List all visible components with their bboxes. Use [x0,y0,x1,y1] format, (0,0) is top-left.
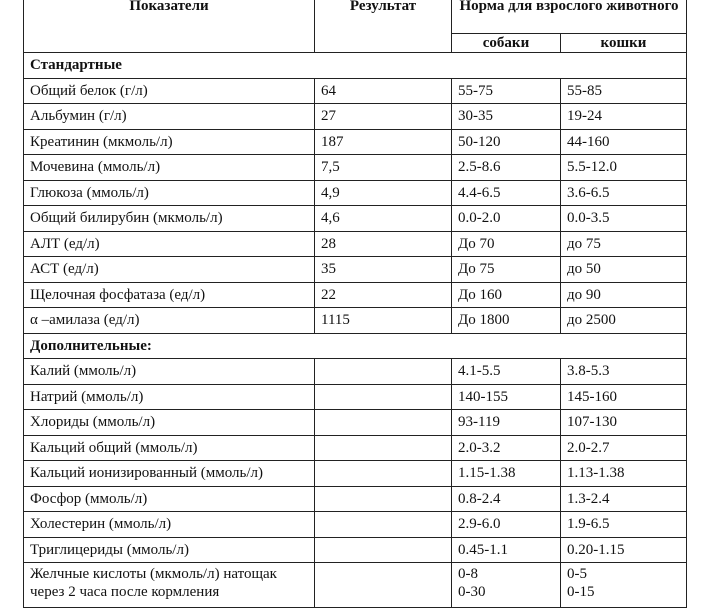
cats-norm: 3.8-5.3 [561,359,687,385]
table-row [24,257,687,283]
indicator-name: Калий (ммоль/л) [24,359,315,385]
section-header [24,333,687,359]
cats-norm: 2.0-2.7 [561,435,687,461]
cats-norm: 3.6-6.5 [561,180,687,206]
cats-fasting: 0-5 [567,566,587,582]
dogs-norm: 140-155 [452,384,561,410]
indicator-name: Кальций ионизированный (ммоль/л) [24,461,315,487]
dogs-norm: До 1800 [452,308,561,334]
indicator-name: Хлориды (ммоль/л) [24,410,315,436]
result-cell [315,486,452,512]
indicator-name: Холестерин (ммоль/л) [24,512,315,538]
table-row [24,104,687,130]
indicator-name: Общий билирубин (мкмоль/л) [24,206,315,232]
cats-norm: до 90 [561,282,687,308]
cats-norm: 0.20-1.15 [561,537,687,563]
table-row [24,78,687,104]
cats-norm: 0.0-3.5 [561,206,687,232]
cats-postmeal: 0-15 [567,584,595,600]
result-cell [315,359,452,385]
cats-norm: до 50 [561,257,687,283]
result-cell: 64 [315,78,452,104]
dogs-norm: 50-120 [452,129,561,155]
dogs-norm: 2.9-6.0 [452,512,561,538]
dogs-norm: 55-75 [452,78,561,104]
table-row [24,206,687,232]
indicator-name: Натрий (ммоль/л) [24,384,315,410]
indicator-name [24,563,315,608]
cats-norm: 1.13-1.38 [561,461,687,487]
dogs-norm: 0.0-2.0 [452,206,561,232]
bile-fasting-label: Желчные кислоты (мкмоль/л) натощак [30,566,277,582]
result-cell: 27 [315,104,452,130]
dogs-fasting: 0-8 [458,566,478,582]
table-row [24,155,687,181]
result-cell: 22 [315,282,452,308]
table-row [24,512,687,538]
indicator-name: Общий белок (г/л) [24,78,315,104]
dogs-norm: 0.45-1.1 [452,537,561,563]
indicator-name: Альбумин (г/л) [24,104,315,130]
cats-norm: 55-85 [561,78,687,104]
result-cell [315,410,452,436]
cats-norm [561,563,687,608]
table-row [24,461,687,487]
dogs-norm: До 70 [452,231,561,257]
section-title: Стандартные [24,53,687,79]
dogs-norm: До 75 [452,257,561,283]
result-cell: 4,9 [315,180,452,206]
dogs-norm: 4.4-6.5 [452,180,561,206]
table-row [24,410,687,436]
indicator-name: АСТ (ед/л) [24,257,315,283]
table-row [24,231,687,257]
dogs-norm: 2.5-8.6 [452,155,561,181]
indicator-name: АЛТ (ед/л) [24,231,315,257]
result-cell [315,563,452,608]
table-row [24,537,687,563]
result-cell [315,384,452,410]
cats-norm: 1.9-6.5 [561,512,687,538]
indicator-name: Кальций общий (ммоль/л) [24,435,315,461]
header-indicator: Показатели [24,0,315,53]
cats-norm: до 75 [561,231,687,257]
section-header [24,53,687,79]
dogs-norm: 1.15-1.38 [452,461,561,487]
cats-norm: 19-24 [561,104,687,130]
table-row [24,359,687,385]
dogs-postmeal: 0-30 [458,584,486,600]
table-row [24,180,687,206]
dogs-norm [452,563,561,608]
result-cell: 4,6 [315,206,452,232]
indicator-name: Мочевина (ммоль/л) [24,155,315,181]
dogs-norm: 2.0-3.2 [452,435,561,461]
result-cell [315,537,452,563]
cats-norm: 145-160 [561,384,687,410]
table-body [24,53,687,563]
table-row [24,384,687,410]
dogs-norm: 4.1-5.5 [452,359,561,385]
cats-norm: 5.5-12.0 [561,155,687,181]
result-cell: 35 [315,257,452,283]
result-cell [315,461,452,487]
dogs-norm: 30-35 [452,104,561,130]
table-row [24,486,687,512]
indicator-name: Глюкоза (ммоль/л) [24,180,315,206]
table-row [24,435,687,461]
indicator-name: Фосфор (ммоль/л) [24,486,315,512]
dogs-norm: 0.8-2.4 [452,486,561,512]
cats-norm: 107-130 [561,410,687,436]
cats-norm: до 2500 [561,308,687,334]
lab-results-table [23,0,687,608]
table-row [24,282,687,308]
cats-norm: 1.3-2.4 [561,486,687,512]
result-cell [315,435,452,461]
result-cell: 7,5 [315,155,452,181]
header-result: Результат [315,0,452,53]
dogs-norm: 93-119 [452,410,561,436]
result-cell: 1115 [315,308,452,334]
result-cell: 187 [315,129,452,155]
indicator-name: Креатинин (мкмоль/л) [24,129,315,155]
result-cell [315,512,452,538]
dogs-norm: До 160 [452,282,561,308]
table-row [24,129,687,155]
header-norm: Норма для взрослого животного [452,0,687,34]
indicator-name: α –амилаза (ед/л) [24,308,315,334]
header-cats: кошки [561,34,687,53]
header-dogs: собаки [452,34,561,53]
table-row [24,308,687,334]
section-title: Дополнительные: [24,333,687,359]
table-row-bile-acids [24,563,687,608]
indicator-name: Щелочная фосфатаза (ед/л) [24,282,315,308]
result-cell: 28 [315,231,452,257]
bile-postmeal-label: через 2 часа после кормления [30,584,220,600]
indicator-name: Триглицериды (ммоль/л) [24,537,315,563]
cats-norm: 44-160 [561,129,687,155]
